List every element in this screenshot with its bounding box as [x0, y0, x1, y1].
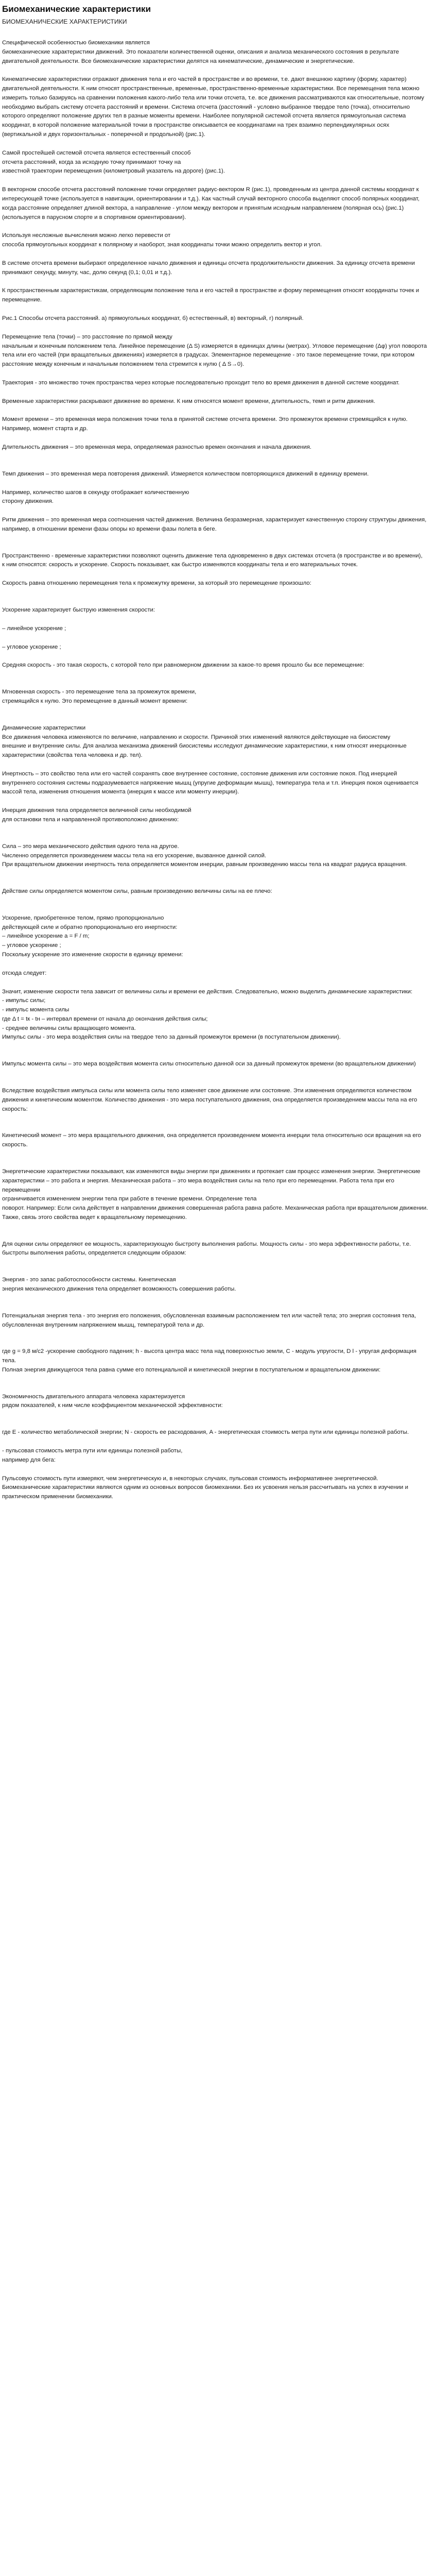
paragraph: Значит, изменение скорости тела зависит от величины силы и времени ее действия. Следовательно, можно выделить динамические характеристики: - импульс силы; - импульс момента силы где Δ t = tк - tн – интервал времени от начала до окончания действия силы; - среднее величины силы вращающего момента. Импульс силы - это мера воздействия силы на твердое тело за данный промежуток времени (в поступательном движении).: [2, 988, 413, 1041]
paragraph: Временные характеристики раскрывают движение во времени. К ним относятся момент времени, длительность, темп и ритм движения.: [2, 398, 375, 404]
paragraph: Кинематические характеристики отражают движения тела и его частей в пространстве и во времени, т.е. дают внешнюю картину (форму, характер) двигательной деятельности. К ним относят пространственные, временные, пространственно-временные характеристики. Все перемещения тела можно измерить только базируясь на сравнении положения какого-либо тела или точки отсчета, т.е. все движения рассматриваются как относительные, поэтому необходимо выбрать систему отсчета расстояний и времени. Система отсчета (расстояний - условно выбранное твердое тело (точка), относительно которого определяют положение других тел в разные моменты времени. Наиболее популярной системой отсчета является прямоугольная система координат, в которой положение материальной точки в пространстве описывается ее координатами на трех взаимно перпендикулярных осях (вертикальной и двух горизонтальных - поперечной и продольной) (рис.1).: [2, 76, 424, 138]
paragraph: Динамические характеристики Все движения человека изменяются по величине, направлению и скорости. Причиной этих изменений являются действующие на биосистему внешние и внутренние силы. Для анализа механизма движений биосистемы исследуют динамические характеристики, к ним относят инерционные характеристики (свойства тела человека и др. тел).: [2, 724, 407, 759]
paragraph: Темп движения – это временная мера повторения движений. Измеряется количеством повторяющихся движений в единицу времени.: [2, 470, 369, 477]
paragraph: Средняя скорость - это такая скорость, с которой тело при равномерном движении за какое-то время прошло бы все перемещение:: [2, 662, 364, 669]
paragraph: Вследствие воздействия импульса силы или момента силы тело изменяет свое движение или состояние. Эти изменения определяются количеством движения и кинетическим моментом. Количество движения - это мера поступательного движения, она определяется произведением массы тела на его скорость:: [2, 1088, 417, 1112]
paragraph: Потенциальная энергия тела - это энергия его положения, обусловленная взаимным расположением тел или частей тела; это энергия состояния тела, обусловленная внутренним напряжением мышц, температурой тела и др.: [2, 1312, 416, 1328]
paragraph: Специфической особенностью биомеханики является биомеханические характеристики движений. Это показатели количественной оценки, описания и анализа механического состояния в результате двигательной деятельности. Все биомеханические характеристики делятся на кинематические, динамические и энергетические.: [2, 40, 399, 64]
paragraph: Для оценки силы определяют ее мощность, характеризующую быстроту выполнения работы. Мощность силы - это мера эффективности работы, т.е. быстроты выполнения работы, определяется следующим образом:: [2, 1241, 411, 1257]
paragraph: где g = 9,8 м/с2 -ускорение свободного падения; h - высота центра масс тела над поверхностью земли, С - модуль упругости, D l - упругая деформация тела. Полная энергия движущегося тела равна сумме его потенциальной и кинетической энергии в поступательном и вращательном движении:: [2, 1348, 416, 1373]
paragraph: Рис.1 Способы отсчета расстояний. а) прямоугольных координат, б) естественный, в) векторный, г) полярный.: [2, 315, 304, 321]
paragraph: – угловое ускорение ;: [2, 643, 61, 650]
paragraph: Мгновенная скорость - это перемещение тела за промежуток времени, стремящийся к нулю. Это перемещение в данный момент времени:: [2, 689, 197, 704]
page-subtitle: БИОМЕХАНИЧЕСКИЕ ХАРАКТЕРИСТИКИ: [2, 18, 127, 25]
paragraph: Энергия - это запас работоспособности системы. Кинетическая энергия механического движения тела определяет возможность совершения работы.: [2, 1277, 236, 1292]
paragraph: Самой простейшей системой отсчета является естественный способ отсчета расстояний, когда за исходную точку принимают точку на известной траектории перемещения (километровый указатель на дороге) (рис.1).: [2, 149, 225, 175]
paragraph: Инертность – это свойство тела или его частей сохранять свое внутреннее состояние, состояние движения или состояние покоя. Под инерцией внутреннего состояния системы подразумевается напряжение мышц (упругие деформации мышц), температура тела и т.п. Инерция покоя оценивается массой тела, изменения отношения момента (инерция к массе или моменту инерции).: [2, 770, 418, 795]
paragraph: Длительность движения – это временная мера, определяемая разностью времен окончания и начала движения.: [2, 444, 312, 451]
paragraph: Ускорение, приобретенное телом, прямо пропорционально действующей силе и обратно пропорционально его инертности: – линейное ускорение a = F / m; – угловое ускорение ; Поскольку ускорение это изменение скорости в единицу времени:: [2, 914, 183, 958]
paragraph: В векторном способе отсчета расстояний положение точки определяет радиус-вектором R (рис.1), проведенным из центра данной системы координат к интересующей точке (используется в навигации, ориентировании и т.д.). Как частный случай векторного способа выделяют способ полярных координат, когда расстояние определяет длиной вектора, а направление - углом между вектором и принятым исходным направлением (полярная ось) (рис.1) (используется в парусном спорте и в спортивном ориентировании).: [2, 187, 420, 221]
paragraph: В системе отсчета времени выбирают определенное начало движения и единицы отсчета продолжительности движения. За единицу отсчета времени принимают секунду, минуту, час, долю секунд (0,1; 0,01 и т.д.).: [2, 260, 415, 276]
paragraph: Например, количество шагов в секунду отображает количественную сторону движения.: [2, 489, 189, 505]
paragraph: К пространственным характеристикам, определяющим положение тела и его частей в пространстве и форму перемещения относят координаты точек и перемещение.: [2, 287, 420, 303]
paragraph: отсюда следует:: [2, 970, 47, 976]
paragraph: Ритм движения – это временная мера соотношения частей движения. Величина безразмерная, характеризует качественную сторону структуры движения, например, в отношении времени фазы опоры ко времени фазы полета в беге.: [2, 517, 427, 532]
paragraph: Момент времени – это временная мера положения точки тела в принятой системе отсчета времени. Это промежуток времени стремящийся к нулю. Например, момент старта и др.: [2, 416, 408, 432]
paragraph: Перемещение тела (точки) – это расстояние по прямой между начальным и конечным положением тела. Линейное перемещение (Δ S) измеряется в единицах длины (метрах). Угловое перемещение (Δφ) угол поворота тела или его частей (при вращательных движениях) измеряется в градусах. Элементарное перемещение - это такое перемещение точки, при котором расстояние между конечным и начальным положением тела стремится к нулю ( Δ S→0).: [2, 333, 427, 368]
paragraph: Скорость равна отношению перемещения тела к промежутку времени, за который это перемещение произошло:: [2, 580, 311, 587]
paragraph: – линейное ускорение ;: [2, 625, 66, 632]
paragraph: Кинетический момент – это мера вращательного движения, она определяется произведением момента инерции тела относительно оси вращения на его скорость.: [2, 1132, 421, 1148]
paragraph: Инерция движения тела определяется величиной силы необходимой для остановки тела и направленной противоположно движению:: [2, 807, 191, 823]
paragraph: Импульс момента силы – это мера воздействия момента силы относительно данной оси за данный промежуток времени (во вращательном движении): [2, 1061, 416, 1067]
paragraph: Используя несложные вычисления можно легко перевести от способа прямоугольных координат к полярному и наоборот, зная координаты точки можно определить вектор и угол.: [2, 232, 322, 248]
paragraph: Действие силы определяется моментом силы, равным произведению величины силы на ее плечо:: [2, 888, 272, 895]
paragraph: Сила – это мера механического действия одного тела на другое. Численно определяется произведением массы тела на его ускорение, вызванное данной силой. При вращательном движении инертность тела определяется моментом инерции, равным произведению массы тела на квадрат радиуса вращения.: [2, 843, 407, 868]
page-title: Биомеханические характеристики: [2, 4, 151, 14]
paragraph: где E - количество метаболической энергии; N - скорость ее расходования, A - энергетическая стоимость метра пути или единицы полезной работы.: [2, 1429, 409, 1436]
article-body: [2, 39, 430, 1502]
paragraph: Пространственно - временные характеристики позволяют оценить движение тела одновременно в двух системах отсчета (в пространстве и во времени), к ним относятся: скорость и ускорение. Скорость показывает, как быстро изменяются координаты тела и его материальных точек.: [2, 552, 423, 568]
paragraph: Экономичность двигательного аппарата человека характеризуется рядом показателей, к ним числе коэффициентом механической эффективности:: [2, 1393, 223, 1409]
paragraph: - пульсовая стоимость метра пути или единицы полезной работы, например для бега:: [2, 1448, 183, 1463]
paragraph: Ускорение характеризует быструю изменения скорости:: [2, 607, 155, 614]
paragraph: Траектория - это множество точек пространства через которые последовательно проходит тело во время движения в данной системе координат.: [2, 379, 400, 386]
paragraph: Энергетические характеристики показывают, как изменяются виды энергии при движениях и протекает сам процесс изменения энергии. Энергетические характеристики – это работа и энергия. Механическая работа – это мера воздействия силы на тело при его перемещении. Работа тела при его перемещении ограничивается изменением энергии тела при работе в течение времени. Определение тела поворот. Например: Если сила действует в направлении движения совершенная работа равна работе. Механическая работа при вращательном движении. Также, связь этого свойства ведет к вращательному перемещению.: [2, 1168, 428, 1221]
paragraph: Пульсовую стоимость пути измеряют, чем энергетическую и, в некоторых случаях, пульсовая стоимость информативнее энергетической. Биомеханические характеристики являются одним из основных вопросов биомеханики. Без их усвоения нельзя рассчитывать на успех в изучении и практическом применении биомеханики.: [2, 1475, 408, 1500]
